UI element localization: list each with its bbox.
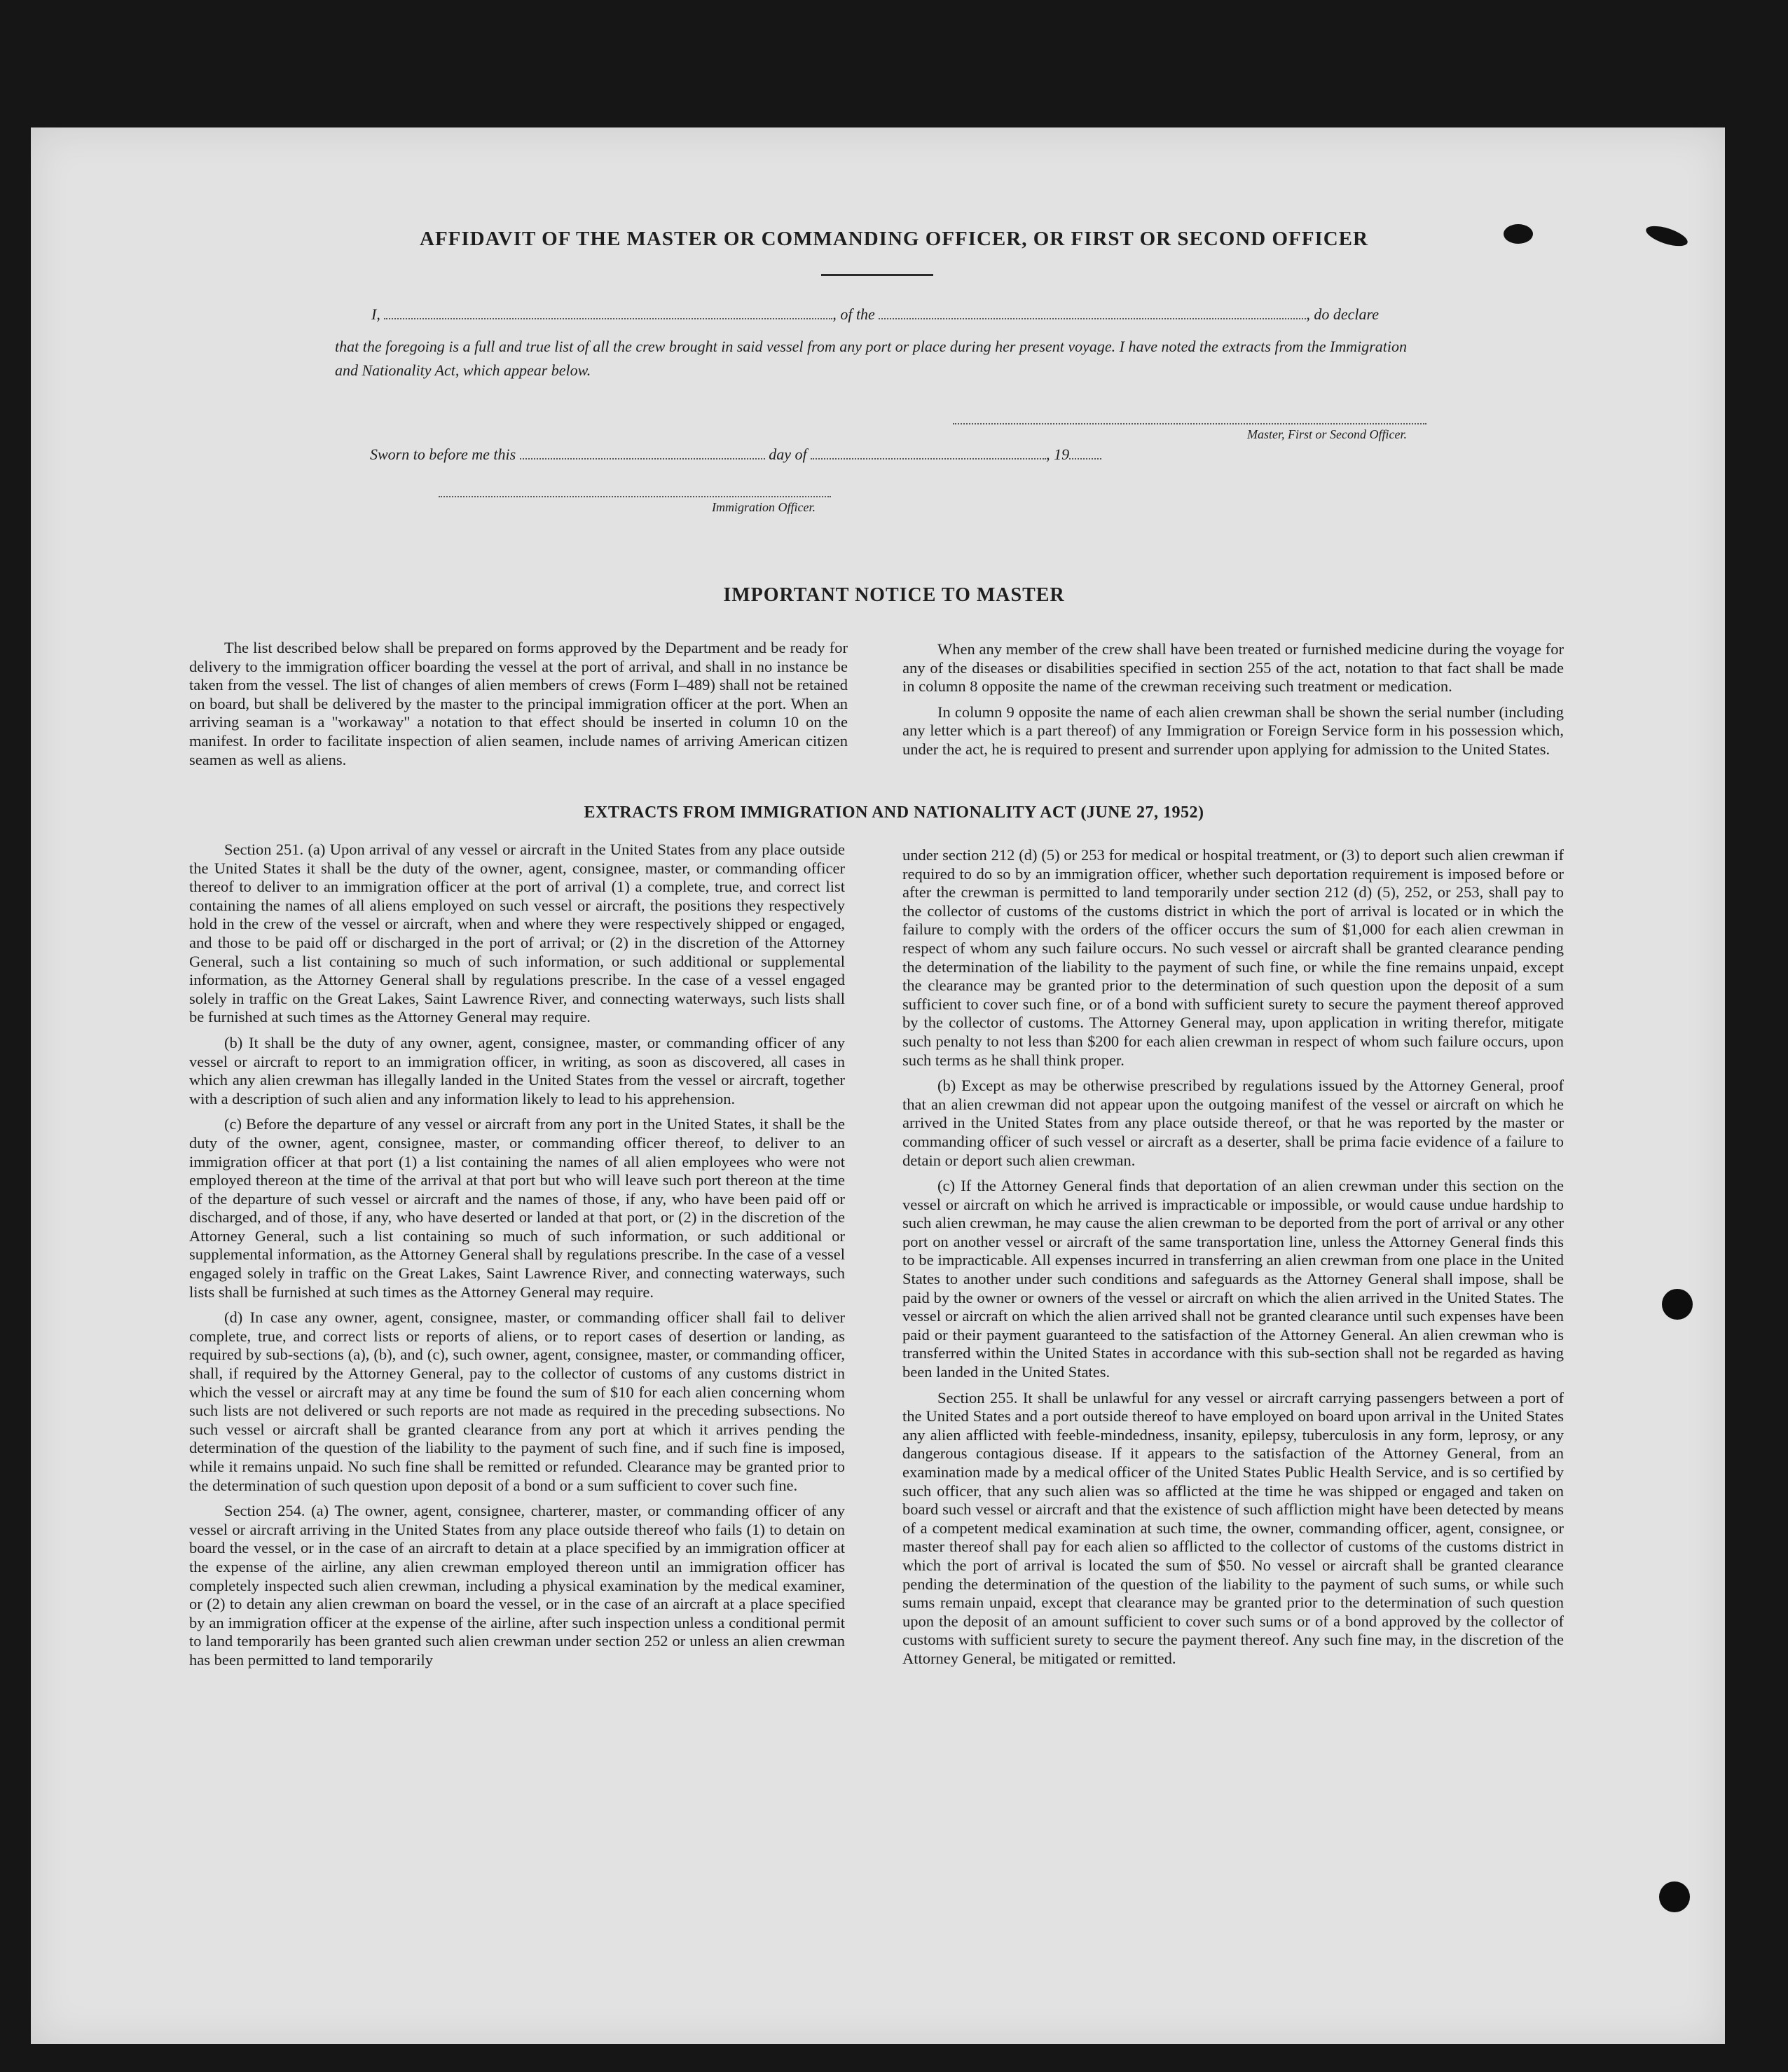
section-254c-paragraph: (c) If the Attorney General finds that deportation of an alien crewman under this section on the vessel or aircraft on which he arrived is impracticable or impossible, or would cause undue hardship to such alien crewman, he may cause the alien crewman to be deported from the port of arrival or any other port on another vessel or aircraft of the same transportation line, unless the Attorney General finds this to be impracticable. All expenses incurred in transferring an alien crewman from one place in the United States to another under such conditions and safeguards as the Attorney General shall impose, shall be paid by the owner or owners of the vessel or aircraft on which the alien arrived in the United States. The vessel or aircraft on which the alien arrived shall not be granted clearance until such expenses have been paid or their payment guaranteed to the satisfaction of the Attorney General. An alien crewman who is transferred within the United States in accordance with this sub-section shall not be regarded as having been landed in the United States. xyxy=(902,1177,1564,1381)
extracts-title: EXTRACTS FROM IMMIGRATION AND NATIONALITY ACT (JUNE 27, 1952) xyxy=(584,803,1204,822)
section-254b-paragraph: (b) Except as may be otherwise prescribed by regulations issued by the Attorney General, proof that an alien crewman did not appear upon the outgoing manifest of the vessel or aircraft on which he arrived in the United States from any place outside thereof, or that he was reported by the master or commanding officer of such vessel or aircraft as a deserter, shall be prima facie evidence of a failure to detain or deport such alien crewman. xyxy=(902,1077,1564,1169)
title-divider xyxy=(821,274,933,276)
declarant-name-field[interactable] xyxy=(384,305,832,319)
sworn-line xyxy=(370,446,1211,464)
notice-paragraph: When any member of the crew shall have been treated or furnished medicine during the voyage for any of the diseases or disabilities specified in section 255 of the act, notation to that fact shall be made in column 8 opposite the name of the crewman receiving such treatment or medication. xyxy=(902,640,1564,696)
section-251b-paragraph: (b) It shall be the duty of any owner, agent, consignee, master, or commanding officer of any vessel or aircraft to report to an immigration officer, in writing, as soon as discovered, all cases in which any alien crewman has illegally landed in the United States from the vessel or aircraft, together with a description of such alien and any information likely to lead to his apprehension. xyxy=(189,1033,845,1107)
punch-hole xyxy=(1659,1881,1690,1912)
sworn-month-field[interactable] xyxy=(811,446,1046,460)
extracts-left-column xyxy=(189,841,845,1677)
section-251a-paragraph: Section 251. (a) Upon arrival of any vessel or aircraft in the United States from any place outside the United States it shall be the duty of the owner, agent, consignee, master, or commanding officer thereof to deliver to an immigration officer at the port of arrival (1) a complete, true, and correct list containing the names of all aliens employed on such vessel or aircraft, the positions they respectively hold in the crew of the vessel or aircraft, when and where they were respectively shipped or engaged, and those to be paid off or discharged in the port of arrival; or (2) in the discretion of the Attorney General, such a list containing so much of such information, or such additional or supplemental information, as the Attorney General shall by regulations prescribe. In the case of a vessel engaged solely in traffic on the Great Lakes, Saint Lawrence River, and connecting waterways, such lists shall be furnished at such times as the Attorney General may require. xyxy=(189,841,845,1026)
notice-right-column xyxy=(902,640,1564,766)
sworn-year-field[interactable] xyxy=(1069,446,1101,460)
vessel-name-field[interactable] xyxy=(879,305,1306,319)
sworn-day-field[interactable] xyxy=(520,446,765,460)
signature-field[interactable] xyxy=(953,423,1426,424)
declaration-text: that the foregoing is a full and true list of all the crew brought in said vessel from any port or place during her present voyage. I have noted the extracts from the Immigration and Nationality Act, which appear below. xyxy=(335,338,1408,379)
immigration-officer-signature-field[interactable] xyxy=(439,496,831,497)
declarant-line xyxy=(371,305,1422,324)
day-of-label: day of xyxy=(769,446,807,463)
affidavit-title: AFFIDAVIT OF THE MASTER OR COMMANDING OFFICER, OR FIRST OR SECOND OFFICER xyxy=(420,228,1368,250)
notice-paragraph: In column 9 opposite the name of each alien crewman shall be shown the serial number (including any letter which is a part thereof) of any Immigration or Foreign Service form in his possession which, under the act, he is required to present and surrender upon applying for admission to the United States. xyxy=(902,703,1564,758)
section-254a-continuation: under section 212 (d) (5) or 253 for medical or hospital treatment, or (3) to deport such alien crewman if required to do so by an immigration officer, whether such deportation requirement is imposed before or after the crewman is permitted to land temporarily under section 212 (d) (5), 252, or 253, shall pay to the collector of customs of the customs district in which the port of arrival is located or in which the failure to comply with the orders of the officer occurs the sum of $1,000 for each alien crewman in respect of whom any such failure occurs. No such vessel or aircraft shall be granted clearance pending the determination of the liability to the payment of such fine, or while the fine remains unpaid, except the clearance may be granted prior to the determination of such question upon the deposit of a sum sufficient to cover such fine, or of a bond with sufficient surety to secure the payment thereof approved by the collector of customs. The Attorney General may, upon application in writing therefor, mitigate such penalty to not less than $200 for each alien crewman in respect of whom such failure occurs, upon such terms as he shall think proper. xyxy=(902,846,1564,1069)
sworn-label: Sworn to before me this xyxy=(370,446,516,463)
of-the-label: , of the xyxy=(832,305,875,323)
punch-hole xyxy=(1662,1289,1693,1320)
section-254a-paragraph: Section 254. (a) The owner, agent, consignee, charterer, master, or commanding officer of any vessel or aircraft arriving in the United States from any place outside thereof who fails (1) to detain on board the vessel, or in the case of an aircraft to detain at a place specified by an immigration officer at the expense of the airline, any alien crewman employed thereon until an immigration officer has completely inspected such alien crewman, including a physical examination by the medical examiner, or (2) to detain any alien crewman on board the vessel, or in the case of an aircraft at a place specified by an immigration officer at the expense of the airline, after such inspection unless a conditional permit to land temporarily has been granted such alien crewman under section 252 or unless an alien crewman has been permitted to land temporarily xyxy=(189,1502,845,1669)
section-255-paragraph: Section 255. It shall be unlawful for any vessel or aircraft carrying passengers between a port of the United States and a port outside thereof to have employed on board upon arrival in the United States any alien afflicted with feeble-mindedness, insanity, epilepsy, tuberculosis in any form, leprosy, or any dangerous contagious disease. If it appears to the satisfaction of the Attorney General, from an examination made by a medical officer of the United States Public Health Service, and is so certified by such officer, that any such alien was so afflicted at the time he was shipped or engaged and taken on board such vessel or aircraft and that the existence of such affliction might have been detected by means of a competent medical examination at such time, the owner, commanding officer, agent, consignee, or master thereof shall pay for each alien so afflicted to the collector of customs of the customs district in which the port of arrival is located the sum of $50. No vessel or aircraft shall be granted clearance pending the determination of the question of the liability to the payment of such sums, or while such sums remain unpaid, except that clearance may be granted prior to the determination of such question upon the deposit of an amount sufficient to cover such sums or of a bond approved by the collector of customs with sufficient surety to secure the payment thereof. Any such fine may, in the discretion of the Attorney General, be mitigated or remitted. xyxy=(902,1388,1564,1667)
year-label: , 19 xyxy=(1046,446,1070,463)
immigration-officer-label: Immigration Officer. xyxy=(712,500,816,514)
section-251c-paragraph: (c) Before the departure of any vessel or aircraft from any port in the United States, it shall be the duty of the owner, agent, consignee, master, or commanding officer thereof, to deliver to an immigration officer at that port (1) a list containing the names of all alien employees who were not employed thereon at the time of the arrival at that port but who will leave such port thereon at the time of the departure of such vessel or aircraft and the names of those, if any, who have been paid off or discharged, and of those, if any, who have deserted or landed at that port, or (2) in the discretion of the Attorney General, such a list containing so much of such information, or such additional or supplemental information, as the Attorney General shall by regulations prescribe. In the case of a vessel engaged solely in traffic on the Great Lakes, Saint Lawrence River, and connecting waterways, such lists shall be furnished at such times as the Attorney General may require. xyxy=(189,1115,845,1301)
notice-left-column xyxy=(189,639,848,776)
declarant-prefix: I, xyxy=(371,305,380,323)
notice-title: IMPORTANT NOTICE TO MASTER xyxy=(723,584,1065,606)
extracts-right-column xyxy=(902,846,1564,1676)
section-251d-paragraph: (d) In case any owner, agent, consignee, master, or commanding officer shall fail to deliver complete, true, and correct lists or reports of aliens, or to report cases of desertion or landing, as required by sub-sections (a), (b), and (c), such owner, agent, consignee, master, or commanding officer, shall, if required by the Attorney General, pay to the collector of customs of any customs district in which the vessel or aircraft may at any time be found the sum of $10 for each alien concerning whom such lists are not delivered or such reports are not made as required in the preceding subsections. No such vessel or aircraft shall be granted clearance from any port at which it arrives pending the determination of the question of the liability to the payment of such fine, and if such fine is imposed, while it remains unpaid. No such fine shall be remitted or refunded. Clearance may be granted prior to the determination of such question upon deposit of a bond or a sum sufficient to cover such fine. xyxy=(189,1308,845,1494)
signature-label: Master, First or Second Officer. xyxy=(1247,427,1407,441)
notice-paragraph: The list described below shall be prepared on forms approved by the Department and be ready for delivery to the immigration officer boarding the vessel at the port of arrival, and shall in no instance be taken from the vessel. The list of changes of alien members of crews (Form I–489) shall not be retained on board, but shall be delivered by the master to the principal immigration officer at the port. When an arriving seaman is a "workaway" a notation to that effect should be inserted in column 10 on the manifest. In order to facilitate inspection of alien seamen, include names of arriving American citizen seamen as well as aliens. xyxy=(189,639,848,768)
do-declare-label: , do declare xyxy=(1306,305,1379,323)
